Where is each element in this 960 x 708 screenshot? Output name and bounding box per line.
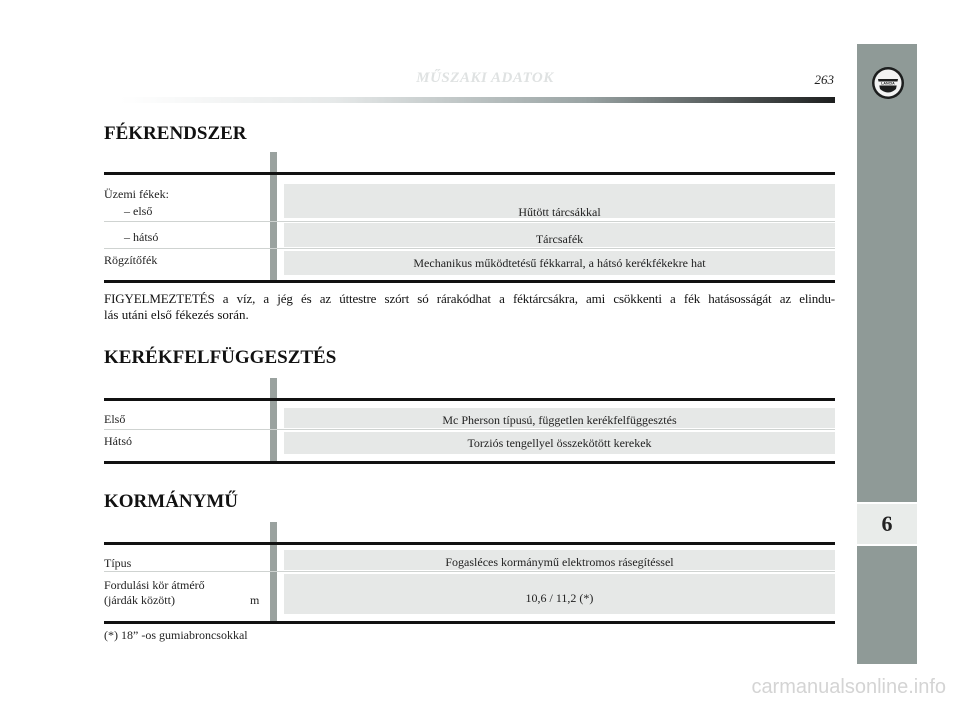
lancia-logo-icon bbox=[871, 66, 905, 100]
table-top-rule bbox=[104, 172, 835, 175]
steering-type-label: Típus bbox=[104, 556, 132, 570]
front-suspension-label: Első bbox=[104, 412, 126, 426]
row-divider bbox=[104, 429, 835, 430]
front-brake-value: Hűtött tárcsákkal bbox=[518, 205, 601, 219]
side-band bbox=[857, 44, 917, 664]
rear-suspension-label: Hátsó bbox=[104, 434, 132, 448]
page-number: 263 bbox=[814, 72, 834, 87]
row-divider bbox=[104, 221, 835, 222]
column-divider-bar bbox=[270, 522, 277, 624]
table-bottom-rule bbox=[104, 461, 835, 464]
turning-circle-sublabel: (járdák között) bbox=[104, 593, 175, 607]
row-divider bbox=[104, 571, 835, 572]
running-title: MŰSZAKI ADATOK bbox=[416, 70, 554, 86]
chapter-tab[interactable]: 6 bbox=[857, 502, 917, 546]
brakes-heading: FÉKRENDSZER bbox=[104, 123, 247, 144]
turning-circle-value: 10,6 / 11,2 (*) bbox=[525, 591, 594, 605]
turning-circle-label: Fordulási kör átmérő bbox=[104, 578, 205, 592]
row-divider bbox=[104, 248, 835, 249]
brakes-table bbox=[104, 152, 835, 287]
suspension-table bbox=[104, 378, 835, 468]
logo-text: LANCIA bbox=[881, 81, 895, 86]
column-divider-bar bbox=[270, 378, 277, 464]
table-top-rule bbox=[104, 542, 835, 545]
suspension-heading: KERÉKFELFÜGGESZTÉS bbox=[104, 347, 337, 368]
table-bottom-rule bbox=[104, 621, 835, 624]
front-brake-label: – első bbox=[124, 204, 153, 218]
rear-brake-value: Tárcsafék bbox=[535, 232, 584, 246]
rear-suspension-value: Torziós tengellyel összekötött kerekek bbox=[467, 436, 652, 450]
parking-brake-label: Rögzítőfék bbox=[104, 253, 158, 267]
rear-brake-label: – hátsó bbox=[124, 230, 159, 244]
footnote: (*) 18” -os gumiabroncsokkal bbox=[104, 628, 248, 642]
parking-brake-value: Mechanikus működtetésű fékkarral, a hátsó kerékfékekre hat bbox=[413, 256, 706, 270]
warning-line: FIGYELMEZTETÉS a víz, a jég és az úttestre szórt só rárakódhat a féktárcsákra, ami csökkenti a fék hatásosságát az elindu- bbox=[104, 291, 835, 306]
watermark: carmanualsonline.info bbox=[751, 676, 946, 698]
turning-circle-unit: m bbox=[250, 593, 260, 607]
table-bottom-rule bbox=[104, 280, 835, 283]
table-top-rule bbox=[104, 398, 835, 401]
warning-note bbox=[104, 291, 835, 323]
warning-line: lás utáni első fékezés során. bbox=[104, 307, 249, 322]
service-brakes-label: Üzemi fékek: bbox=[104, 187, 169, 201]
front-suspension-value: Mc Pherson típusú, független kerékfelfüggesztés bbox=[442, 413, 677, 427]
header-rule bbox=[120, 97, 835, 103]
steering-heading: KORMÁNYMŰ bbox=[104, 491, 239, 512]
steering-type-value: Fogasléces kormánymű elektromos rásegítéssel bbox=[445, 555, 674, 569]
steering-table bbox=[104, 522, 835, 628]
